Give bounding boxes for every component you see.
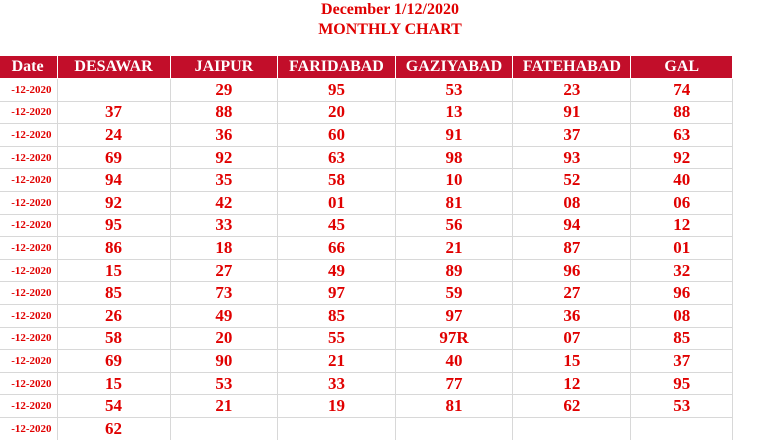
date-cell: -12-2020 xyxy=(0,214,57,237)
result-cell xyxy=(513,417,631,440)
result-cell: 53 xyxy=(631,395,733,418)
result-cell: 90 xyxy=(170,350,278,373)
table-row xyxy=(0,237,733,260)
result-cell: 42 xyxy=(170,191,278,214)
date-cell: -12-2020 xyxy=(0,101,57,124)
result-cell: 32 xyxy=(631,259,733,282)
result-cell: 81 xyxy=(395,191,513,214)
result-cell: 96 xyxy=(631,282,733,305)
table-row xyxy=(0,327,733,350)
result-cell: 91 xyxy=(513,101,631,124)
table-header-row xyxy=(0,56,733,79)
result-cell: 10 xyxy=(395,169,513,192)
table-row xyxy=(0,395,733,418)
result-cell: 97R xyxy=(395,327,513,350)
result-cell: 15 xyxy=(57,259,170,282)
result-cell xyxy=(631,417,733,440)
result-cell: 37 xyxy=(57,101,170,124)
result-cell xyxy=(57,79,170,102)
date-cell: -12-2020 xyxy=(0,395,57,418)
table-row xyxy=(0,282,733,305)
result-cell: 53 xyxy=(395,79,513,102)
table-row xyxy=(0,191,733,214)
result-cell: 21 xyxy=(395,237,513,260)
column-header-faridabad: FARIDABAD xyxy=(278,56,395,79)
result-cell: 63 xyxy=(631,124,733,147)
result-cell: 97 xyxy=(395,304,513,327)
result-cell: 40 xyxy=(395,350,513,373)
result-cell: 88 xyxy=(170,101,278,124)
date-cell: -12-2020 xyxy=(0,169,57,192)
result-cell: 13 xyxy=(395,101,513,124)
result-cell: 77 xyxy=(395,372,513,395)
result-cell: 20 xyxy=(278,101,395,124)
result-cell: 92 xyxy=(631,146,733,169)
result-cell: 58 xyxy=(278,169,395,192)
result-cell: 07 xyxy=(513,327,631,350)
result-cell: 27 xyxy=(170,259,278,282)
result-cell: 87 xyxy=(513,237,631,260)
result-cell: 66 xyxy=(278,237,395,260)
page-title: December 1/12/2020 xyxy=(321,1,459,18)
result-cell: 95 xyxy=(631,372,733,395)
result-cell: 06 xyxy=(631,191,733,214)
result-cell: 58 xyxy=(57,327,170,350)
result-cell: 91 xyxy=(395,124,513,147)
result-cell xyxy=(170,417,278,440)
result-cell: 23 xyxy=(513,79,631,102)
result-cell: 85 xyxy=(631,327,733,350)
result-cell: 12 xyxy=(631,214,733,237)
result-cell: 85 xyxy=(57,282,170,305)
result-cell: 53 xyxy=(170,372,278,395)
result-cell: 35 xyxy=(170,169,278,192)
result-cell: 18 xyxy=(170,237,278,260)
result-cell: 45 xyxy=(278,214,395,237)
date-cell: -12-2020 xyxy=(0,417,57,440)
result-cell: 37 xyxy=(513,124,631,147)
column-header-fatehabad: FATEHABAD xyxy=(513,56,631,79)
date-cell: -12-2020 xyxy=(0,191,57,214)
result-cell: 89 xyxy=(395,259,513,282)
result-cell: 24 xyxy=(57,124,170,147)
table-body xyxy=(0,79,733,440)
result-cell: 81 xyxy=(395,395,513,418)
result-cell: 60 xyxy=(278,124,395,147)
date-cell: -12-2020 xyxy=(0,350,57,373)
column-header-gaziyabad: GAZIYABAD xyxy=(395,56,513,79)
date-cell: -12-2020 xyxy=(0,304,57,327)
result-cell: 21 xyxy=(278,350,395,373)
result-cell: 36 xyxy=(513,304,631,327)
result-cell: 62 xyxy=(513,395,631,418)
date-cell: -12-2020 xyxy=(0,372,57,395)
table-row xyxy=(0,146,733,169)
result-cell: 15 xyxy=(57,372,170,395)
result-cell: 74 xyxy=(631,79,733,102)
date-cell: -12-2020 xyxy=(0,259,57,282)
result-cell: 15 xyxy=(513,350,631,373)
result-cell: 08 xyxy=(631,304,733,327)
result-cell: 01 xyxy=(278,191,395,214)
result-cell: 33 xyxy=(170,214,278,237)
result-cell: 29 xyxy=(170,79,278,102)
result-cell: 94 xyxy=(57,169,170,192)
result-cell: 93 xyxy=(513,146,631,169)
column-header-jaipur: JAIPUR xyxy=(170,56,278,79)
column-header-date: Date xyxy=(0,56,57,79)
result-cell: 55 xyxy=(278,327,395,350)
result-cell: 73 xyxy=(170,282,278,305)
result-cell: 49 xyxy=(278,259,395,282)
date-cell: -12-2020 xyxy=(0,79,57,102)
table-row xyxy=(0,372,733,395)
monthly-chart-table xyxy=(0,56,733,440)
table-row xyxy=(0,79,733,102)
result-cell: 08 xyxy=(513,191,631,214)
result-cell: 69 xyxy=(57,350,170,373)
result-cell: 37 xyxy=(631,350,733,373)
result-cell: 52 xyxy=(513,169,631,192)
date-cell: -12-2020 xyxy=(0,282,57,305)
result-cell xyxy=(278,417,395,440)
result-cell: 54 xyxy=(57,395,170,418)
result-cell: 27 xyxy=(513,282,631,305)
result-cell: 92 xyxy=(170,146,278,169)
result-cell xyxy=(395,417,513,440)
date-cell: -12-2020 xyxy=(0,146,57,169)
result-cell: 36 xyxy=(170,124,278,147)
result-cell: 12 xyxy=(513,372,631,395)
table-row xyxy=(0,259,733,282)
result-cell: 85 xyxy=(278,304,395,327)
result-cell: 21 xyxy=(170,395,278,418)
result-cell: 56 xyxy=(395,214,513,237)
result-cell: 96 xyxy=(513,259,631,282)
table-row xyxy=(0,417,733,440)
date-cell: -12-2020 xyxy=(0,327,57,350)
result-cell: 62 xyxy=(57,417,170,440)
result-cell: 19 xyxy=(278,395,395,418)
table-row xyxy=(0,304,733,327)
result-cell: 33 xyxy=(278,372,395,395)
date-cell: -12-2020 xyxy=(0,237,57,260)
result-cell: 86 xyxy=(57,237,170,260)
result-cell: 01 xyxy=(631,237,733,260)
result-cell: 59 xyxy=(395,282,513,305)
page-subtitle: MONTHLY CHART xyxy=(318,21,462,38)
result-cell: 69 xyxy=(57,146,170,169)
result-cell: 63 xyxy=(278,146,395,169)
result-cell: 40 xyxy=(631,169,733,192)
column-header-desawar: DESAWAR xyxy=(57,56,170,79)
date-cell: -12-2020 xyxy=(0,124,57,147)
table-row xyxy=(0,169,733,192)
table-row xyxy=(0,124,733,147)
result-cell: 49 xyxy=(170,304,278,327)
result-cell: 26 xyxy=(57,304,170,327)
result-cell: 92 xyxy=(57,191,170,214)
result-cell: 94 xyxy=(513,214,631,237)
result-cell: 98 xyxy=(395,146,513,169)
result-cell: 88 xyxy=(631,101,733,124)
column-header-gal: GAL xyxy=(631,56,733,79)
table-row xyxy=(0,101,733,124)
result-cell: 95 xyxy=(278,79,395,102)
result-cell: 95 xyxy=(57,214,170,237)
table-row xyxy=(0,350,733,373)
table-row xyxy=(0,214,733,237)
result-cell: 97 xyxy=(278,282,395,305)
result-cell: 20 xyxy=(170,327,278,350)
